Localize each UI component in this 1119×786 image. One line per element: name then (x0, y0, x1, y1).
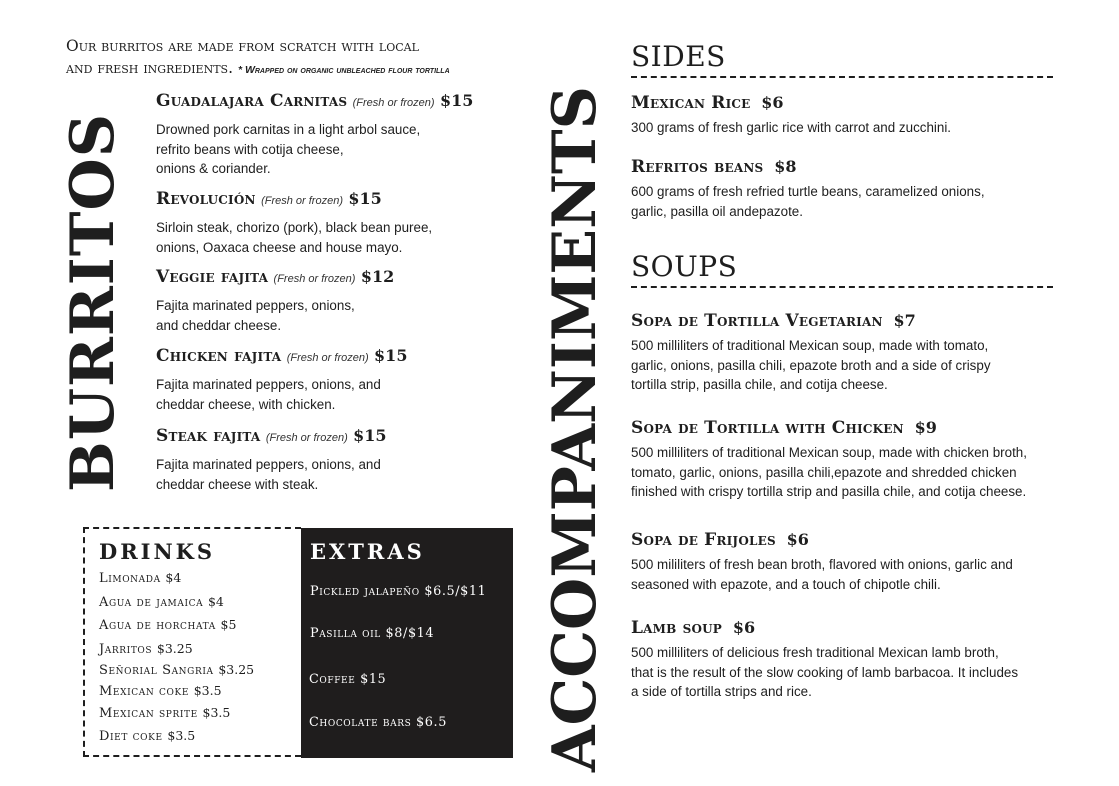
drink-price: $5 (220, 617, 237, 632)
item-price: $9 (914, 418, 937, 437)
extra-price: $6.5 (416, 715, 447, 730)
desc-line: 600 grams of fresh refried turtle beans, caramelized onions, (631, 184, 985, 199)
desc-line: seasoned with epazote, and a touch of chipotle chili. (631, 576, 941, 592)
desc-line: onions, Oaxaca cheese and house mayo. (156, 239, 403, 255)
item-price: $15 (348, 189, 382, 208)
desc-line: Drowned pork carnitas in a light arbol sauce, (156, 122, 421, 137)
drinks-box (83, 527, 301, 757)
desc-line: 500 milliliters of traditional Mexican soup, made with chicken broth, (631, 445, 1027, 460)
desc-line: refrito beans with cotija cheese, (156, 141, 344, 157)
extra-item (310, 626, 434, 641)
accompaniments-heading: ACCOMPANIMENTS (540, 86, 610, 772)
item-name: Guadalajara Carnitas (156, 91, 348, 111)
item-name: Mexican Rice (631, 93, 751, 113)
desc-line: Fajita marinated peppers, onions, (156, 298, 355, 313)
sides-title: SIDES (631, 40, 726, 73)
item-price: $8 (774, 157, 797, 176)
extras-title: EXTRAS (310, 539, 425, 564)
drink-price: $3.5 (193, 682, 222, 698)
item-price: $15 (374, 346, 408, 365)
drink-item (99, 567, 301, 591)
extras-box (301, 528, 513, 758)
drink-name: Limonada (99, 571, 161, 586)
sides-divider (631, 76, 1053, 78)
extra-item (309, 715, 447, 730)
drink-price: $4 (207, 593, 224, 609)
drink-item (99, 681, 301, 702)
item-name: Revolución (156, 189, 256, 209)
item-name: Sopa de Tortilla with Chicken (631, 418, 904, 438)
item-price: $15 (353, 426, 387, 445)
desc-line: tortilla strip, pasilla chile, and cotija cheese. (631, 377, 888, 392)
item-tag: (Fresh or frozen) (265, 432, 348, 444)
extra-item (310, 584, 486, 599)
item-price: $12 (360, 267, 395, 286)
item-name: Sopa de Frijoles (631, 530, 776, 550)
drink-price: $3.5 (167, 728, 196, 743)
item-name: Steak fajita (156, 426, 261, 446)
burrito-item (156, 188, 432, 257)
extra-name: Chocolate bars (309, 715, 412, 730)
desc-line: 500 milliliters of delicious fresh traditional Mexican lamb broth, (631, 645, 999, 660)
desc-line: garlic, onions, pasilla chili, epazote broth and a side of crispy (631, 357, 991, 373)
item-name: Lamb soup (631, 618, 723, 638)
soup-item (631, 417, 1027, 502)
desc-line: tomato, garlic, onions, pasilla chili,epazote and shredded chicken (631, 464, 1017, 480)
soups-title: SOUPS (631, 250, 738, 283)
drink-price: $3.5 (202, 704, 231, 720)
soup-item (631, 617, 1018, 702)
burrito-item (156, 425, 387, 494)
item-price: $7 (893, 311, 916, 330)
drink-price: $3.25 (218, 661, 255, 677)
item-price: $6 (761, 93, 784, 112)
desc-line: cheddar cheese with steak. (156, 476, 319, 492)
desc-line: that is the result of the slow cooking of lamb barbacoa. It includes (631, 664, 1019, 680)
drinks-title: DRINKS (99, 539, 216, 564)
drink-item (99, 638, 301, 660)
burrito-item (156, 266, 394, 335)
side-item (631, 156, 985, 221)
item-tag: (Fresh or frozen) (352, 97, 435, 109)
drink-name: Agua de jamaica (99, 594, 204, 610)
desc-line: 500 mililiters of fresh bean broth, flavored with onions, garlic and (631, 557, 1013, 572)
item-tag: (Fresh or frozen) (286, 352, 369, 364)
burrito-item (156, 345, 407, 414)
burritos-heading: BURRITOS (58, 112, 128, 492)
desc-line: cheddar cheese, with chicken. (156, 396, 336, 412)
desc-line: a side of tortilla strips and rice. (631, 684, 812, 699)
extra-name: Pickled jalapeño (310, 584, 420, 599)
item-name: Veggie fajita (156, 267, 269, 287)
drink-item (99, 725, 301, 749)
drink-name: Agua de horchata (99, 618, 216, 633)
item-name: Chicken fajita (156, 346, 282, 366)
soups-divider (631, 286, 1053, 288)
extra-item (309, 672, 386, 687)
soup-item (631, 310, 991, 395)
desc-line: and cheddar cheese. (156, 317, 282, 333)
drink-item (99, 614, 301, 638)
desc-line: 500 milliliters of traditional Mexican soup, made with tomato, (631, 338, 989, 353)
drink-price: $4 (165, 570, 182, 585)
drink-name: Jarritos (99, 641, 153, 657)
extra-price: $15 (360, 672, 387, 687)
drink-name: Mexican sprite (99, 705, 198, 721)
desc-line: Fajita marinated peppers, onions, and (156, 457, 381, 472)
intro-text (66, 35, 536, 81)
drink-item (99, 591, 301, 615)
intro-line-1: Our burritos are made from scratch with local (66, 37, 419, 55)
desc-line: Sirloin steak, chorizo (pork), black bean puree, (156, 220, 433, 235)
tortilla-note: * Wrapped on organic unbleached flour tortilla (237, 64, 450, 76)
burrito-item (156, 90, 473, 179)
drink-name: Mexican coke (99, 683, 189, 699)
drink-name: Diet coke (99, 729, 163, 744)
desc-line: 300 grams of fresh garlic rice with carrot and zucchini. (631, 120, 952, 135)
drink-item (99, 660, 301, 681)
item-tag: (Fresh or frozen) (273, 273, 356, 285)
item-tag: (Fresh or frozen) (261, 195, 343, 207)
accompaniments-column (631, 40, 1056, 699)
item-price: $6 (786, 530, 809, 549)
extra-name: Coffee (309, 672, 356, 687)
desc-line: Fajita marinated peppers, onions, and (156, 377, 381, 392)
item-price: $15 (439, 91, 474, 110)
soup-item (631, 529, 1013, 594)
desc-line: onions & coriander. (156, 161, 271, 176)
extra-price: $6.5/$11 (424, 584, 487, 599)
extra-name: Pasilla oil (310, 626, 381, 641)
item-name: Sopa de Tortilla Vegetarian (631, 311, 883, 331)
item-name: Refritos beans (631, 157, 764, 177)
intro-line-2: and fresh ingredients. (66, 59, 234, 77)
side-item (631, 92, 951, 138)
desc-line: finished with crispy tortilla strip and pasilla chile, and cotija cheese. (631, 484, 1027, 499)
desc-line: garlic, pasilla oil andepazote. (631, 203, 803, 219)
item-price: $6 (732, 618, 756, 637)
drink-item (99, 702, 301, 726)
extra-price: $8/$14 (385, 626, 435, 641)
drink-name: Señorial Sangria (99, 662, 214, 678)
drink-price: $3.25 (156, 640, 193, 656)
